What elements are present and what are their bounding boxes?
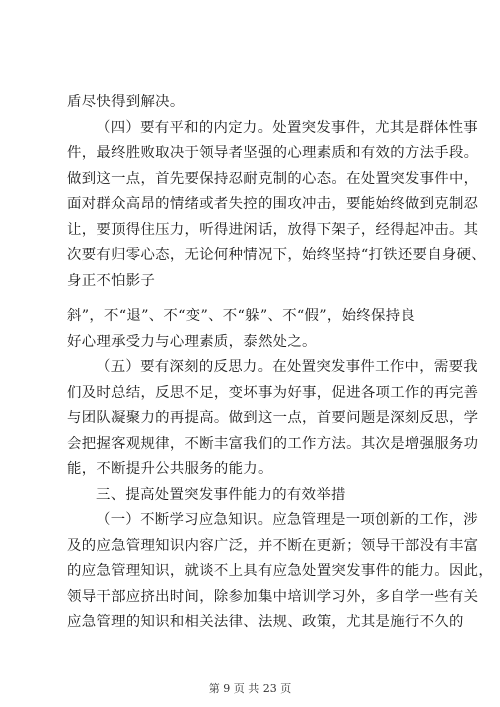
paragraph-heading-5: （五）要有深刻的反思力。在处置突发事件工作中，需要我	[96, 359, 478, 375]
text-line: 们及时总结，反思不足，变坏事为好事，促进各项工作的再完善	[67, 384, 479, 401]
text-line: 能，不断提升公共服务的能力。	[67, 461, 273, 477]
text-line: 让，要顶得住压力，听得进闲话，放得下架子，经得起冲击。其	[67, 221, 479, 238]
text-line: 领导干部应挤出时间，除参加集中培训学习外，多自学一些有关	[67, 588, 479, 605]
paragraph-heading-1: （一）不断学习应急知识。应急管理是一项创新的工作，涉	[96, 512, 478, 528]
text-line: 应急管理的知识和相关法律、法规、政策，尤其是施行不久的	[67, 614, 464, 630]
text-line: 的应急管理知识，就谈不上具有应急处置突发事件的能力。因此，	[67, 563, 494, 579]
line-gap	[67, 294, 459, 304]
text-line: 身正不怕影子	[67, 272, 156, 289]
text-line: 件，最终胜败取决于领导者坚强的心理素质和有效的方法手段。	[67, 145, 479, 161]
text-line: 及的应急管理知识内容广泛，并不断在更新；领导干部没有丰富	[67, 537, 479, 554]
text-line: 会把握客观规律，不断丰富我们的工作方法。其次是增强服务功	[67, 435, 479, 452]
paragraph-heading-4: （四）要有平和的内定力。处置突发事件，尤其是群体性事	[96, 119, 478, 136]
document-body	[67, 90, 494, 636]
section-heading: 三、提高处置突发事件能力的有效举措	[96, 486, 346, 503]
text-line: 做到这一点，首先要保持忍耐克制的心态。在处置突发事件中，	[67, 170, 479, 187]
text-line: 次要有归零心态，无论何种情况下，始终坚持“打铁还要自身硬、	[67, 247, 486, 263]
text-line: 与团队凝聚力的再提高。做到这一点，首要问题是深刻反思，学	[67, 410, 479, 426]
text-line: 盾尽快得到解决。	[67, 94, 185, 110]
text-line: 好心理承受力与心理素质，泰然处之。	[67, 333, 317, 350]
text-line: 面对群众高昂的情绪或者失控的围攻冲击，要能始终做到克制忍	[67, 196, 479, 212]
page-footer: 第 9 页 共 23 页	[208, 682, 292, 695]
text-line: 斜”，不“退”、不“变”、不“躲”、不“假”，始终保持良	[67, 308, 416, 324]
